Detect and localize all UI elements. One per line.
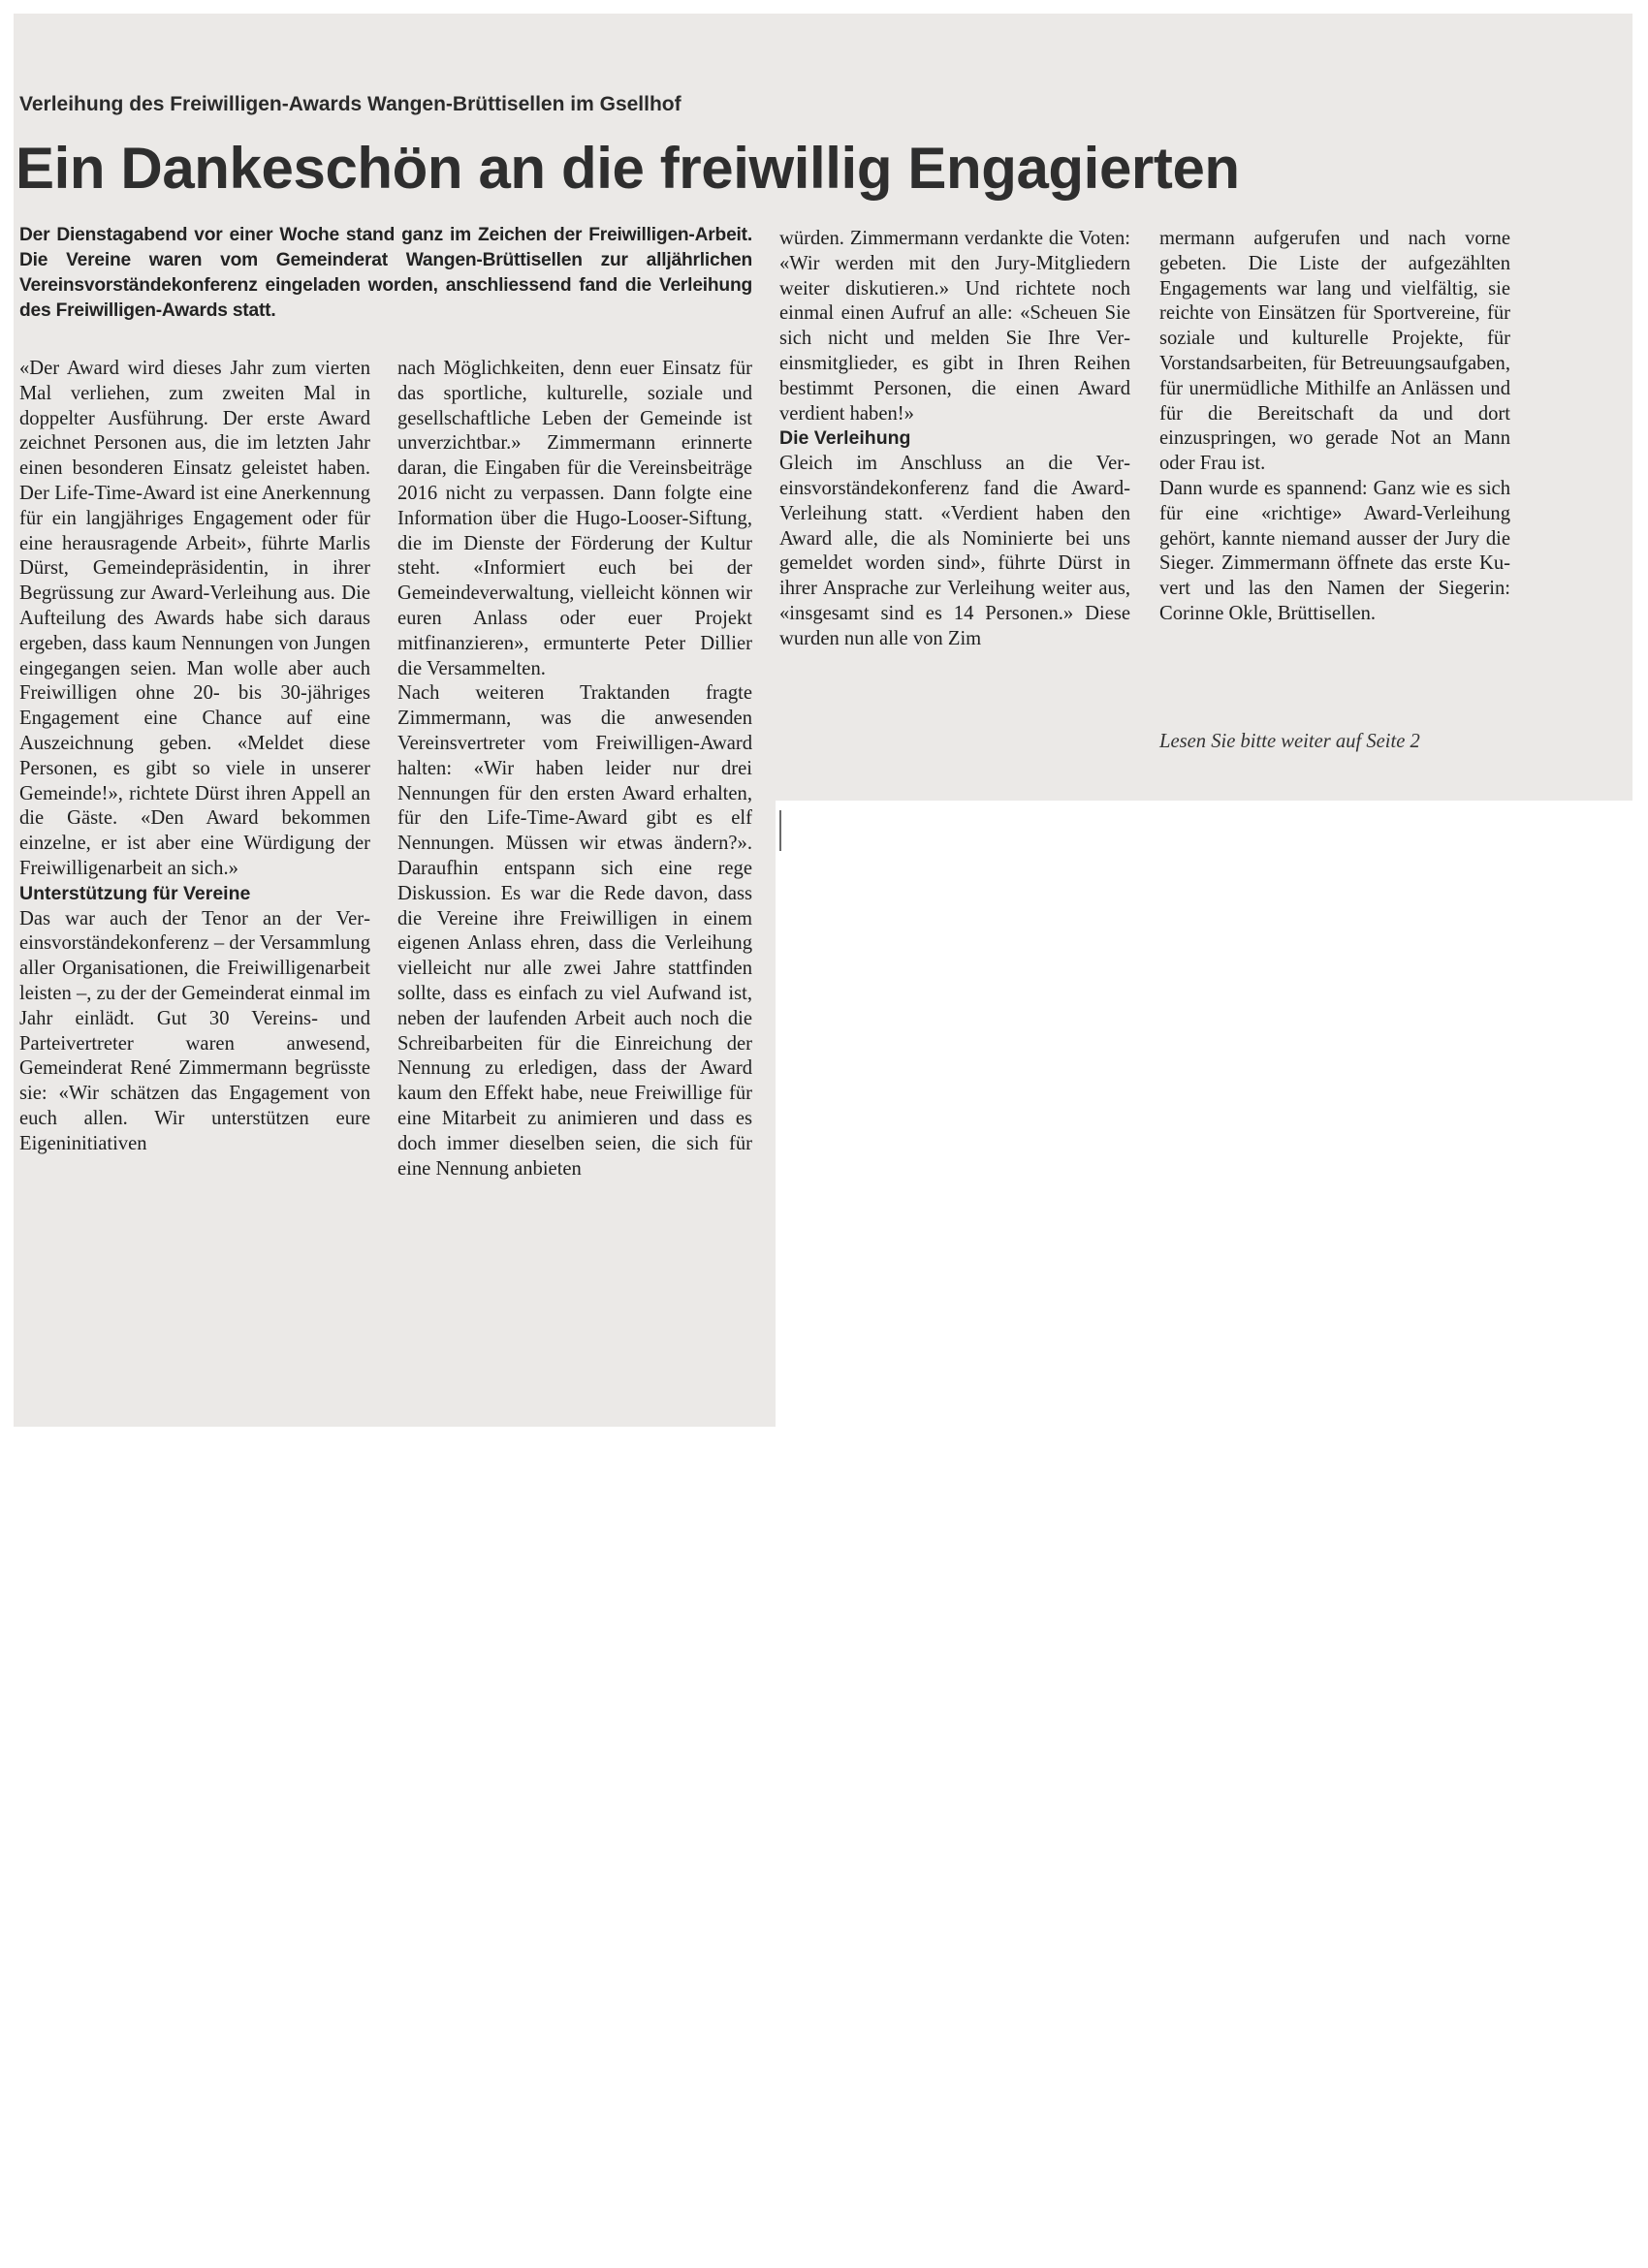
paragraph: Dann wurde es spannend: Ganz wie es sich für eine «richtige» Award-Verleihung gehört, kannte niemand ausser der Jury die Sieger. Zimmermann öffnete das erste Kuvert und las den Namen der Siegerin: Corinne Okle, Brüttisellen. (1159, 477, 1510, 624)
paragraph: «Der Award wird dieses Jahr zum vierten Mal verliehen, zum zweiten Mal in doppelter Ausführung. Der erste Award zeichnet Personen aus, die im letzten Jahr einen besonderen Einsatz geleistet haben. Der Life-Time-Award ist eine Anerkennung für ein langjähriges Engagement oder für eine herausragende Arbeit», führte Marlis Dürst, Gemeindepräsidentin, in ihrer Begrüssung zur Award-Verleihung aus. Die Aufteilung des Awards habe sich daraus ergeben, dass kaum Nennungen von Jungen eingegangen seien. Man wolle aber auch Freiwilligen ohne 20- bis 30-jähriges Engagement eine Chance auf eine Auszeichnung geben. «Meldet diese Personen, es gibt so viele in unserer Gemeinde!», richtete Dürst ihren Appell an die Gäste. «Den Award bekommen einzelne, er ist aber eine Würdigung der Freiwilligenarbeit an sich.» (19, 358, 370, 879)
text-column-1 (19, 357, 370, 1157)
subheading-support: Unterstützung für Vereine (19, 882, 251, 904)
paragraph: nach Möglichkeiten, denn euer Einsatz für das sportliche, kulturelle, soziale und gesellschaftliche Leben der Gemeinde ist unverzichtbar.» Zimmermann erinnerte daran, die Eingaben für die Vereinsbeiträge 2016 nicht zu verpassen. Dann folgte eine Information über die Hugo-Looser-Siftung, die im Dienste der Förderung der Kultur steht. «Informiert euch bei der Gemeindeverwaltung, vielleicht können wir euren Anlass oder euer Projekt mitfinanzieren», ermunterte Peter Dillier die Versammelten. (397, 358, 752, 679)
paragraph: Das war auch der Tenor an der Vereinsvorständekonferenz – der Versammlung aller Organisationen, die Freiwilligenarbeit leisten –, zu der der Gemeinderat einmal im Jahr einlädt. Gut 30 Vereins- und Parteivertreter waren anwesend, Gemeinderat René Zimmermann begrüsste sie: «Wir schätzen das Engagement von euch allen. Wir unterstützen eure Eigeninitiativen (19, 907, 370, 1154)
paragraph: Nach weiteren Traktanden fragte Zimmermann, was die anwesenden Vereinsvertreter vom Freiwilligen-Award halten: «Wir haben leider nur drei Nennungen für den ersten Award erhalten, für den Life-Time-Award gibt es elf Nennungen. Müssen wir etwas ändern?». Daraufhin entspann sich eine rege Diskussion. Es war die Rede davon, dass die Vereine ihre Freiwilligen in einem eigenen Anlass ehren, dass die Verleihung vielleicht nur alle zwei Jahre stattfinden sollte, dass es einfach zu viel Aufwand ist, neben der laufenden Arbeit auch noch die Schreibarbeiten für die Einreichung der Nennung zu erledigen, dass der Award kaum den Effekt habe, neue Freiwillige für eine Mitarbeit zu animieren und dass es doch immer dieselben seien, die sich für eine Nennung anbieten (397, 682, 752, 1180)
subheading-award: Die Verleihung (779, 427, 911, 450)
article-lead: Der Dienstagabend vor einer Woche stand ganz im Zeichen der Freiwilligen-Arbeit. Die Vereine waren vom Gemeinderat Wangen-Brüttisellen zur alljährlichen Vereinsvorständekonferenz eingeladen worden, anschliessend fand die Verleihung des Freiwilligen-Awards statt. (19, 225, 752, 321)
paragraph: würden. Zimmermann verdankte die Voten: «Wir werden mit den Jury-Mitgliedern weiter diskutieren.» Und richtete noch einmal einen Aufruf an alle: «Scheuen Sie sich nicht und melden Sie Ihre Vereinsmitglieder, es gibt in Ihren Reihen bestimmt Personen, die einen Award verdient haben!» (779, 228, 1130, 425)
text-column-3 (779, 227, 1130, 652)
column-rule (779, 810, 781, 851)
paragraph: mermann aufgerufen und nach vorne gebeten. Die Liste der aufgezählten Engagements war lang und vielfältig, sie reichte von Einsätzen für Sportvereine, für soziale und kulturelle Projekte, für Vorstandsarbeiten, für Betreuungsaufgaben, für unermüdliche Mithilfe an Anlässen und für die Bereitschaft da und dort einzuspringen, wo gerade Not an Mann oder Frau ist. (1159, 228, 1510, 475)
paragraph: Gleich im Anschluss an die Vereinsvorständekonferenz fand die Award-Verleihung statt. «Verdient haben den Award alle, die als Nominierte bei uns gemeldet worden sind», führte Dürst in ihrer Ansprache zur Verleihung weiter aus, «insgesamt sind es 14 Personen.» Diese wurden nun alle von Zim (779, 453, 1130, 649)
continuation-note: Lesen Sie bitte weiter auf Seite 2 (1159, 731, 1420, 752)
article-headline: Ein Dankeschön an die freiwillig Engagierten (16, 136, 1240, 201)
text-column-2 (397, 357, 752, 1181)
article-kicker: Verleihung des Freiwilligen-Awards Wangen-Brüttisellen im Gsellhof (19, 93, 681, 115)
text-column-4 (1159, 227, 1510, 627)
